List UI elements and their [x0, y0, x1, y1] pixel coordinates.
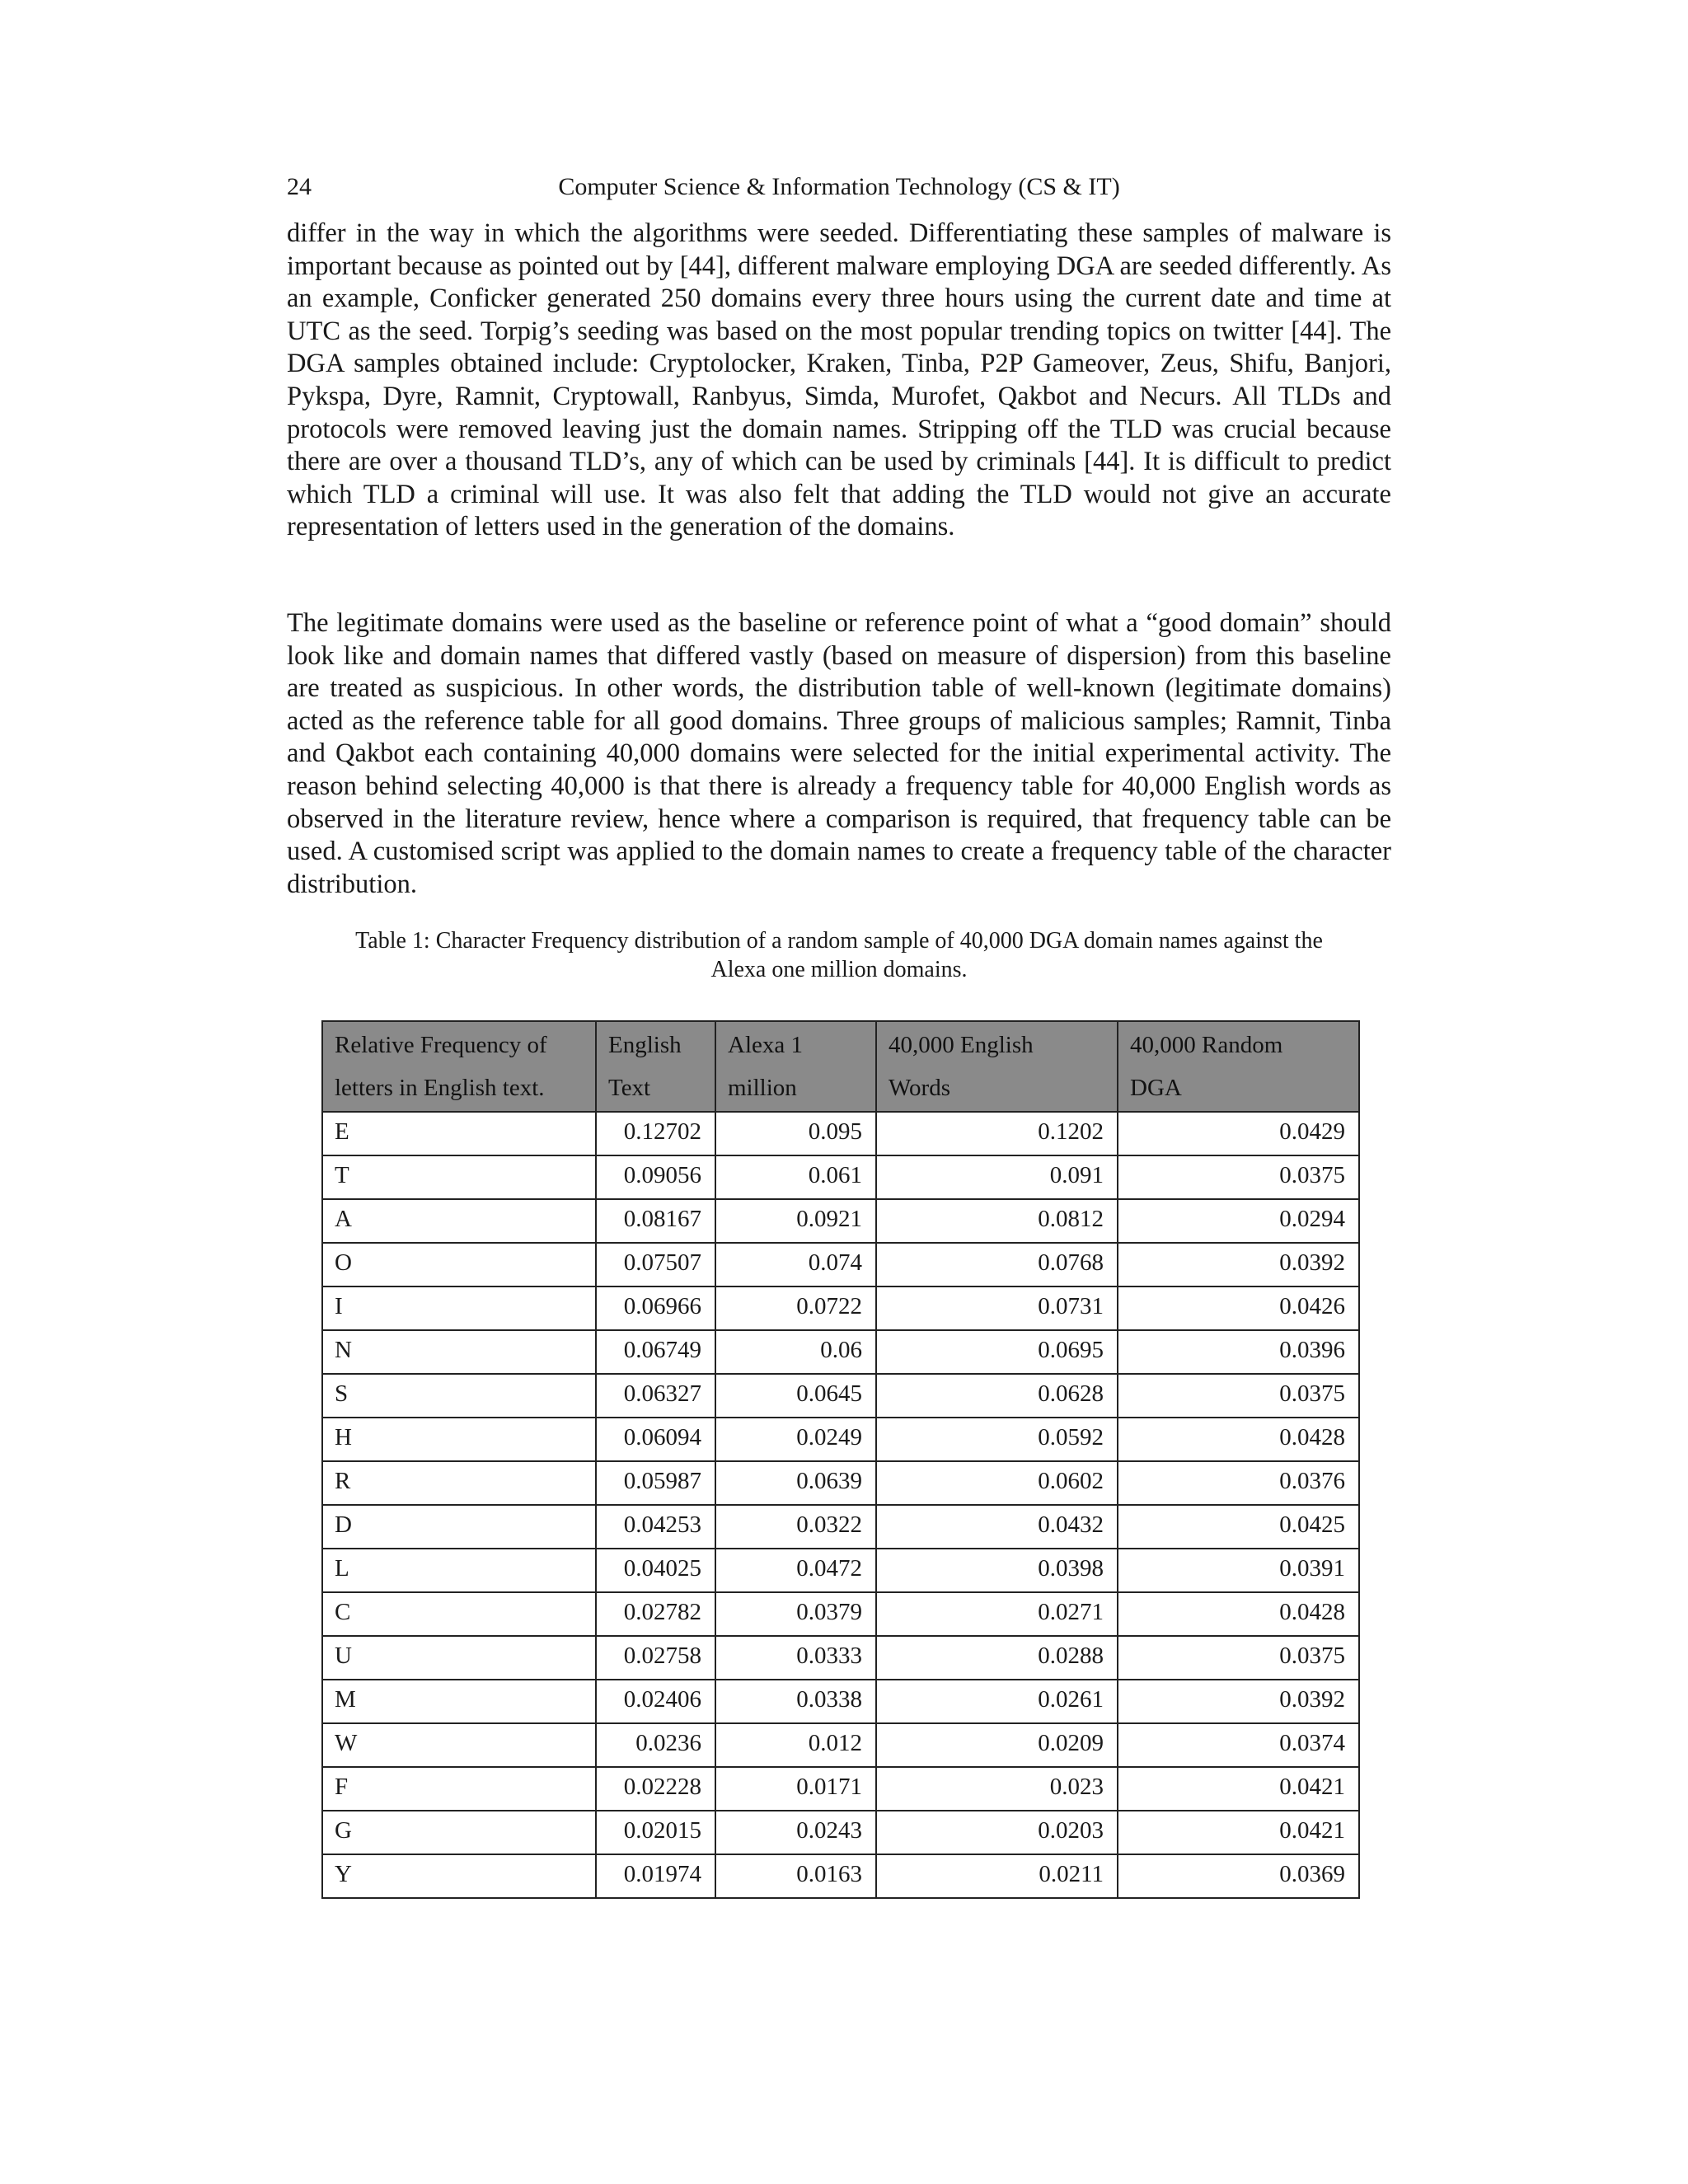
running-title: Computer Science & Information Technology (CS & IT) [558, 173, 1120, 200]
frequency-cell: 0.0695 [876, 1330, 1118, 1374]
table-body [322, 1112, 1359, 1898]
header-line: million [728, 1075, 797, 1101]
frequency-cell: 0.0426 [1118, 1286, 1359, 1330]
letter-cell: O [322, 1243, 596, 1286]
frequency-cell: 0.06749 [596, 1330, 715, 1374]
header-line: Words [889, 1075, 950, 1101]
table-row [322, 1854, 1359, 1898]
table-row [322, 1767, 1359, 1811]
frequency-cell: 0.091 [876, 1155, 1118, 1199]
header-line: Relative Frequency of [335, 1032, 547, 1058]
letter-cell: C [322, 1592, 596, 1636]
frequency-cell: 0.0375 [1118, 1155, 1359, 1199]
table-row [322, 1723, 1359, 1767]
letter-cell: R [322, 1461, 596, 1505]
frequency-cell: 0.0376 [1118, 1461, 1359, 1505]
frequency-cell: 0.0921 [715, 1199, 876, 1243]
letter-cell: A [322, 1199, 596, 1243]
table-row [322, 1330, 1359, 1374]
frequency-cell: 0.0338 [715, 1680, 876, 1723]
frequency-cell: 0.0203 [876, 1811, 1118, 1854]
frequency-cell: 0.04253 [596, 1505, 715, 1549]
frequency-cell: 0.0171 [715, 1767, 876, 1811]
table-row [322, 1286, 1359, 1330]
column-header-alexa [715, 1021, 876, 1112]
table-row [322, 1155, 1359, 1199]
table-row [322, 1680, 1359, 1723]
column-header-letter [322, 1021, 596, 1112]
frequency-cell: 0.0249 [715, 1418, 876, 1461]
frequency-cell: 0.06 [715, 1330, 876, 1374]
frequency-cell: 0.0425 [1118, 1505, 1359, 1549]
letter-cell: Y [322, 1854, 596, 1898]
frequency-cell: 0.02782 [596, 1592, 715, 1636]
frequency-cell: 0.0731 [876, 1286, 1118, 1330]
frequency-cell: 0.0592 [876, 1418, 1118, 1461]
frequency-cell: 0.0163 [715, 1854, 876, 1898]
table-row [322, 1374, 1359, 1418]
frequency-cell: 0.0639 [715, 1461, 876, 1505]
frequency-cell: 0.12702 [596, 1112, 715, 1155]
frequency-cell: 0.06327 [596, 1374, 715, 1418]
table-row [322, 1461, 1359, 1505]
frequency-cell: 0.0322 [715, 1505, 876, 1549]
table-row [322, 1592, 1359, 1636]
frequency-cell: 0.0421 [1118, 1767, 1359, 1811]
letter-cell: M [322, 1680, 596, 1723]
letter-cell: L [322, 1549, 596, 1592]
frequency-cell: 0.0209 [876, 1723, 1118, 1767]
letter-cell: S [322, 1374, 596, 1418]
letter-cell: I [322, 1286, 596, 1330]
header-line: 40,000 Random [1130, 1032, 1283, 1058]
frequency-cell: 0.02228 [596, 1767, 715, 1811]
header-line: English [608, 1032, 682, 1058]
frequency-cell: 0.0271 [876, 1592, 1118, 1636]
frequency-cell: 0.0472 [715, 1549, 876, 1592]
table-header-row [322, 1021, 1359, 1112]
character-frequency-table [321, 1020, 1360, 1899]
table-row [322, 1549, 1359, 1592]
letter-cell: H [322, 1418, 596, 1461]
header-line: DGA [1130, 1075, 1182, 1101]
frequency-cell: 0.074 [715, 1243, 876, 1286]
frequency-cell: 0.01974 [596, 1854, 715, 1898]
table-row [322, 1636, 1359, 1680]
frequency-cell: 0.0398 [876, 1549, 1118, 1592]
letter-cell: D [322, 1505, 596, 1549]
letter-cell: W [322, 1723, 596, 1767]
frequency-cell: 0.0602 [876, 1461, 1118, 1505]
frequency-cell: 0.0428 [1118, 1592, 1359, 1636]
frequency-cell: 0.0628 [876, 1374, 1118, 1418]
frequency-cell: 0.0768 [876, 1243, 1118, 1286]
frequency-cell: 0.06094 [596, 1418, 715, 1461]
header-line: Text [608, 1075, 651, 1101]
frequency-cell: 0.07507 [596, 1243, 715, 1286]
table-row [322, 1418, 1359, 1461]
frequency-cell: 0.0429 [1118, 1112, 1359, 1155]
frequency-cell: 0.09056 [596, 1155, 715, 1199]
frequency-cell: 0.061 [715, 1155, 876, 1199]
frequency-cell: 0.012 [715, 1723, 876, 1767]
frequency-cell: 0.0375 [1118, 1636, 1359, 1680]
frequency-cell: 0.0288 [876, 1636, 1118, 1680]
table-row [322, 1199, 1359, 1243]
frequency-cell: 0.0379 [715, 1592, 876, 1636]
table-row [322, 1243, 1359, 1286]
frequency-cell: 0.0369 [1118, 1854, 1359, 1898]
frequency-cell: 0.0722 [715, 1286, 876, 1330]
frequency-cell: 0.0211 [876, 1854, 1118, 1898]
frequency-cell: 0.0294 [1118, 1199, 1359, 1243]
table-caption-line-2: Alexa one million domains. [710, 957, 968, 982]
column-header-english-words [876, 1021, 1118, 1112]
frequency-cell: 0.02015 [596, 1811, 715, 1854]
frequency-cell: 0.0645 [715, 1374, 876, 1418]
body-paragraph-2: The legitimate domains were used as the baseline or reference point of what a “good domain” should look like and domain names that differed vastly (based on measure of dispersion) from this baseline are treated as suspicious. In other words, the distribution table of well-known (legitimate domains) acted as the reference table for all good domains. Three groups of malicious samples; Ramnit, Tinba and Qakbot each containing 40,000 domains were selected for the initial experimental activity. The reason behind selecting 40,000 is that there is already a frequency table for 40,000 English words as observed in the literature review, hence where a comparison is required, that frequency table can be used. A customised script was applied to the domain names to create a frequency table of the character distribution. [287, 608, 1391, 899]
frequency-cell: 0.023 [876, 1767, 1118, 1811]
letter-cell: E [322, 1112, 596, 1155]
frequency-cell: 0.1202 [876, 1112, 1118, 1155]
frequency-cell: 0.0812 [876, 1199, 1118, 1243]
frequency-cell: 0.0333 [715, 1636, 876, 1680]
frequency-cell: 0.0392 [1118, 1243, 1359, 1286]
frequency-cell: 0.05987 [596, 1461, 715, 1505]
frequency-cell: 0.0428 [1118, 1418, 1359, 1461]
frequency-cell: 0.02758 [596, 1636, 715, 1680]
letter-cell: T [322, 1155, 596, 1199]
table-caption [287, 926, 1391, 984]
table-caption-line-1: Table 1: Character Frequency distribution of a random sample of 40,000 DGA domain names against the [355, 928, 1323, 954]
body-paragraph-1: differ in the way in which the algorithms were seeded. Differentiating these samples of malware is important because as pointed out by [44], different malware employing DGA are seeded differently. As an example, Conficker generated 250 domains every three hours using the current date and time at UTC as the seed. Torpig’s seeding was based on the most popular trending topics on twitter [44]. The DGA samples obtained include: Cryptolocker, Kraken, Tinba, P2P Gameover, Zeus, Shifu, Banjori, Pykspa, Dyre, Ramnit, Cryptowall, Ranbyus, Simda, Murofet, Qakbot and Necurs. All TLDs and protocols were removed leaving just the domain names. Stripping off the TLD was crucial because there are over a thousand TLD’s, any of which can be used by criminals [44]. It is difficult to predict which TLD a criminal will use. It was also felt that adding the TLD would not give an accurate representation of letters used in the generation of the domains. [287, 218, 1391, 542]
letter-cell: F [322, 1767, 596, 1811]
letter-cell: G [322, 1811, 596, 1854]
header-line: 40,000 English [889, 1032, 1034, 1058]
letter-cell: N [322, 1330, 596, 1374]
frequency-cell: 0.04025 [596, 1549, 715, 1592]
frequency-cell: 0.0243 [715, 1811, 876, 1854]
frequency-cell: 0.08167 [596, 1199, 715, 1243]
header-line: Alexa 1 [728, 1032, 803, 1058]
frequency-cell: 0.02406 [596, 1680, 715, 1723]
column-header-english-text [596, 1021, 715, 1112]
table-row [322, 1112, 1359, 1155]
frequency-cell: 0.0392 [1118, 1680, 1359, 1723]
frequency-cell: 0.0432 [876, 1505, 1118, 1549]
frequency-cell: 0.06966 [596, 1286, 715, 1330]
header-line: letters in English text. [335, 1075, 545, 1101]
column-header-random-dga [1118, 1021, 1359, 1112]
table-row [322, 1505, 1359, 1549]
frequency-cell: 0.095 [715, 1112, 876, 1155]
letter-cell: U [322, 1636, 596, 1680]
frequency-cell: 0.0261 [876, 1680, 1118, 1723]
page-number: 24 [287, 173, 312, 200]
frequency-cell: 0.0236 [596, 1723, 715, 1767]
table-row [322, 1811, 1359, 1854]
frequency-cell: 0.0375 [1118, 1374, 1359, 1418]
frequency-cell: 0.0374 [1118, 1723, 1359, 1767]
page-header [287, 170, 1391, 204]
frequency-cell: 0.0391 [1118, 1549, 1359, 1592]
frequency-cell: 0.0396 [1118, 1330, 1359, 1374]
frequency-cell: 0.0421 [1118, 1811, 1359, 1854]
